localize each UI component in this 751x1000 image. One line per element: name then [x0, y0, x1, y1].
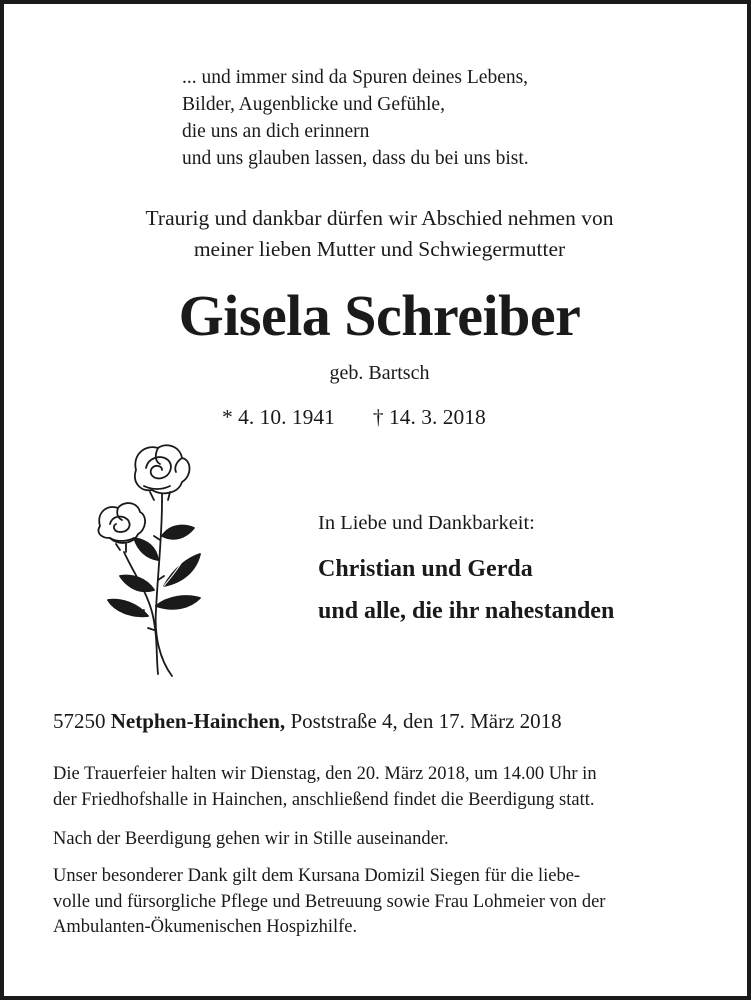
paragraph-line: Nach der Beerdigung gehen wir in Stille auseinander. [53, 829, 449, 849]
paragraph-line: Unser besonderer Dank gilt dem Kursana Domizil Siegen für die liebe- [53, 866, 581, 886]
poem-line: die uns an dich erinnern [182, 121, 370, 142]
paragraph-line: Ambulanten-Ökumenischen Hospizhilfe. [53, 917, 358, 937]
after-burial-note [53, 827, 713, 853]
poem-line: Bilder, Augenblicke und Gefühle, [182, 94, 445, 115]
paragraph-line: der Friedhofshalle in Hainchen, anschließend findet die Beerdigung statt. [53, 789, 595, 810]
birth-name: geb. Bartsch [329, 362, 430, 384]
address-line [53, 706, 562, 736]
intro-line: meiner lieben Mutter und Schwiegermutter [193, 237, 566, 261]
paragraph-line: volle und fürsorgliche Pflege und Betreuung sowie Frau Lohmeier von der [53, 891, 606, 912]
address-street-date: Poststraße 4, den 17. März 2018 [290, 709, 562, 733]
memorial-poem [182, 64, 529, 172]
intro-line: Traurig und dankbar dürfen wir Abschied nehmen von [145, 206, 614, 230]
address-zip: 57250 [53, 709, 106, 733]
birth-date: * 4. 10. 1941 [222, 405, 335, 429]
poem-line: ... und immer sind da Spuren deines Lebens, [182, 67, 529, 88]
rose-illustration-icon [88, 440, 218, 680]
mourners-names: Christian und Gerda [318, 556, 533, 582]
paragraph-line: Die Trauerfeier halten wir Dienstag, den 20. März 2018, um 14.00 Uhr in [53, 764, 597, 784]
mourners-others: und alle, die ihr nahestanden [318, 598, 615, 624]
poem-line: und uns glauben lassen, dass du bei uns bist. [182, 148, 529, 169]
mourners-intro: In Liebe und Dankbarkeit: [318, 512, 535, 534]
death-date: † 14. 3. 2018 [372, 405, 486, 429]
deceased-name: Gisela Schreiber [178, 283, 581, 348]
funeral-info [53, 762, 713, 813]
address-city: Netphen-Hainchen, [110, 709, 286, 733]
life-dates [222, 402, 486, 432]
thanks-note [53, 864, 713, 941]
announcement-intro [4, 203, 751, 265]
